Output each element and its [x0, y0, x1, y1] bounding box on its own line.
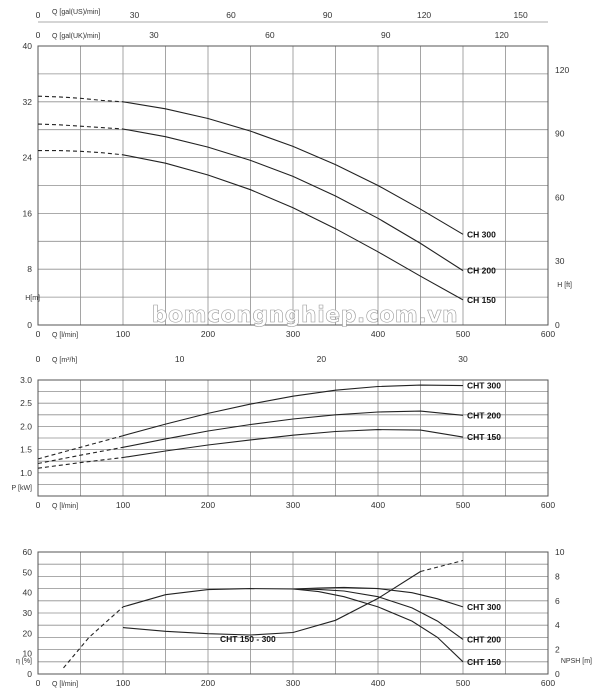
- top-axis-label-us: Q [gal(US)/min]: [52, 9, 101, 16]
- series-label: CHT 200: [467, 410, 502, 421]
- y-tick-label: 2.5: [20, 398, 32, 409]
- y-tick-label: 10: [22, 648, 32, 659]
- top-tick-label-us: 60: [226, 10, 236, 20]
- top-tick-label-us: 150: [513, 10, 528, 20]
- y-tick-label: 40: [22, 41, 32, 51]
- x-tick-label: 100: [115, 329, 131, 339]
- x2-tick-label: 30: [458, 354, 468, 364]
- y-tick-label: 1.5: [20, 444, 32, 455]
- top-tick-label-us: 0: [35, 10, 41, 20]
- series-label: CHT 150: [467, 656, 502, 667]
- x-tick-label: 200: [200, 678, 216, 688]
- top-tick-label-us: 120: [416, 10, 432, 20]
- series-label: CH 150: [467, 294, 496, 305]
- y2-axis-label: NPSH [m]: [560, 658, 592, 665]
- y-axis-label: P [kW]: [11, 485, 32, 492]
- y2-tick-label: 0: [555, 669, 560, 679]
- x-tick-label: 300: [285, 500, 301, 510]
- top-tick-label-uk: 120: [494, 30, 509, 40]
- x-tick-label: 400: [370, 500, 386, 510]
- npsh-series-label: CHT 150 - 300: [220, 634, 276, 644]
- y-axis-label: η [%]: [16, 658, 32, 665]
- y2-tick-label: 120: [555, 64, 570, 75]
- x-tick-label: 500: [455, 678, 471, 688]
- y2-tick-label: 60: [555, 192, 565, 203]
- x2-tick-label: 0: [35, 354, 41, 364]
- x-tick-label: 600: [540, 329, 556, 339]
- npsh-extension-dashed: [421, 561, 464, 572]
- x-tick-label: 500: [455, 329, 471, 339]
- series-label: CHT 300: [467, 380, 502, 391]
- y-tick-label: 24: [22, 152, 32, 163]
- x-tick-label: 0: [35, 678, 41, 688]
- y2-tick-label: 4: [555, 620, 560, 631]
- y-tick-label: 40: [22, 587, 32, 598]
- y2-tick-label: 2: [555, 644, 560, 655]
- top-tick-label-us: 90: [322, 10, 333, 20]
- x-tick-label: 300: [285, 678, 301, 688]
- x2-axis-label: Q [m³/h]: [52, 357, 78, 364]
- series-label: CHT 200: [467, 634, 502, 645]
- x-axis-label: Q [l/min]: [52, 503, 79, 510]
- x-tick-label: 500: [455, 500, 471, 510]
- x2-tick-label: 10: [174, 354, 185, 364]
- y-tick-label: 50: [22, 567, 32, 578]
- x-tick-label: 100: [115, 678, 131, 688]
- x-axis-label: Q [l/min]: [52, 332, 79, 339]
- series-label: CHT 300: [467, 601, 502, 612]
- x-tick-label: 0: [35, 500, 41, 510]
- x-tick-label: 200: [200, 500, 216, 510]
- x-tick-label: 600: [540, 500, 556, 510]
- y-tick-label: 1.0: [20, 467, 32, 478]
- watermark-text: bomcongnghiep.com.vn: [151, 303, 459, 328]
- y-tick-label: 20: [22, 628, 32, 639]
- x-tick-label: 0: [35, 329, 41, 339]
- y-tick-label: 8: [27, 264, 32, 275]
- top-axis-label-uk: Q [gal(UK)/min]: [52, 33, 101, 40]
- y2-tick-label: 10: [555, 547, 565, 557]
- x-axis-label: Q [l/min]: [52, 681, 79, 688]
- top-tick-label-uk: 60: [265, 30, 275, 40]
- series-label: CH 200: [467, 265, 496, 276]
- series-label: CHT 150: [467, 432, 502, 443]
- y-tick-label: 0: [27, 320, 32, 330]
- top-tick-label-uk: 30: [149, 30, 159, 40]
- y-tick-label: 30: [22, 608, 32, 618]
- y-tick-label: 16: [22, 208, 32, 219]
- x-tick-label: 400: [370, 678, 386, 688]
- x-tick-label: 400: [370, 329, 386, 339]
- top-tick-label-us: 30: [129, 10, 140, 20]
- x-tick-label: 600: [540, 678, 556, 688]
- y-tick-label: 32: [22, 96, 32, 107]
- efficiency-npsh-panel: [16, 547, 592, 688]
- x-tick-label: 300: [285, 329, 301, 339]
- x-tick-label: 100: [115, 500, 131, 510]
- y-tick-label: 3.0: [20, 375, 32, 385]
- series-label: CH 300: [467, 229, 496, 240]
- y-tick-label: 0: [27, 669, 32, 679]
- y-tick-label: 2.0: [20, 421, 32, 432]
- y-tick-label: 60: [22, 547, 32, 557]
- top-tick-label-uk: 90: [381, 30, 391, 40]
- top-tick-label-uk: 0: [35, 30, 41, 40]
- y-axis-label: H[m]: [25, 295, 40, 302]
- x2-tick-label: 20: [316, 354, 327, 364]
- y2-axis-label: H [ft]: [557, 282, 572, 289]
- y2-tick-label: 8: [555, 571, 560, 582]
- y2-tick-label: 30: [555, 256, 565, 267]
- y2-tick-label: 90: [555, 128, 565, 139]
- power-curve-panel: [12, 375, 556, 510]
- y2-tick-label: 0: [555, 320, 560, 330]
- x-tick-label: 200: [200, 329, 216, 339]
- y2-tick-label: 6: [555, 595, 560, 606]
